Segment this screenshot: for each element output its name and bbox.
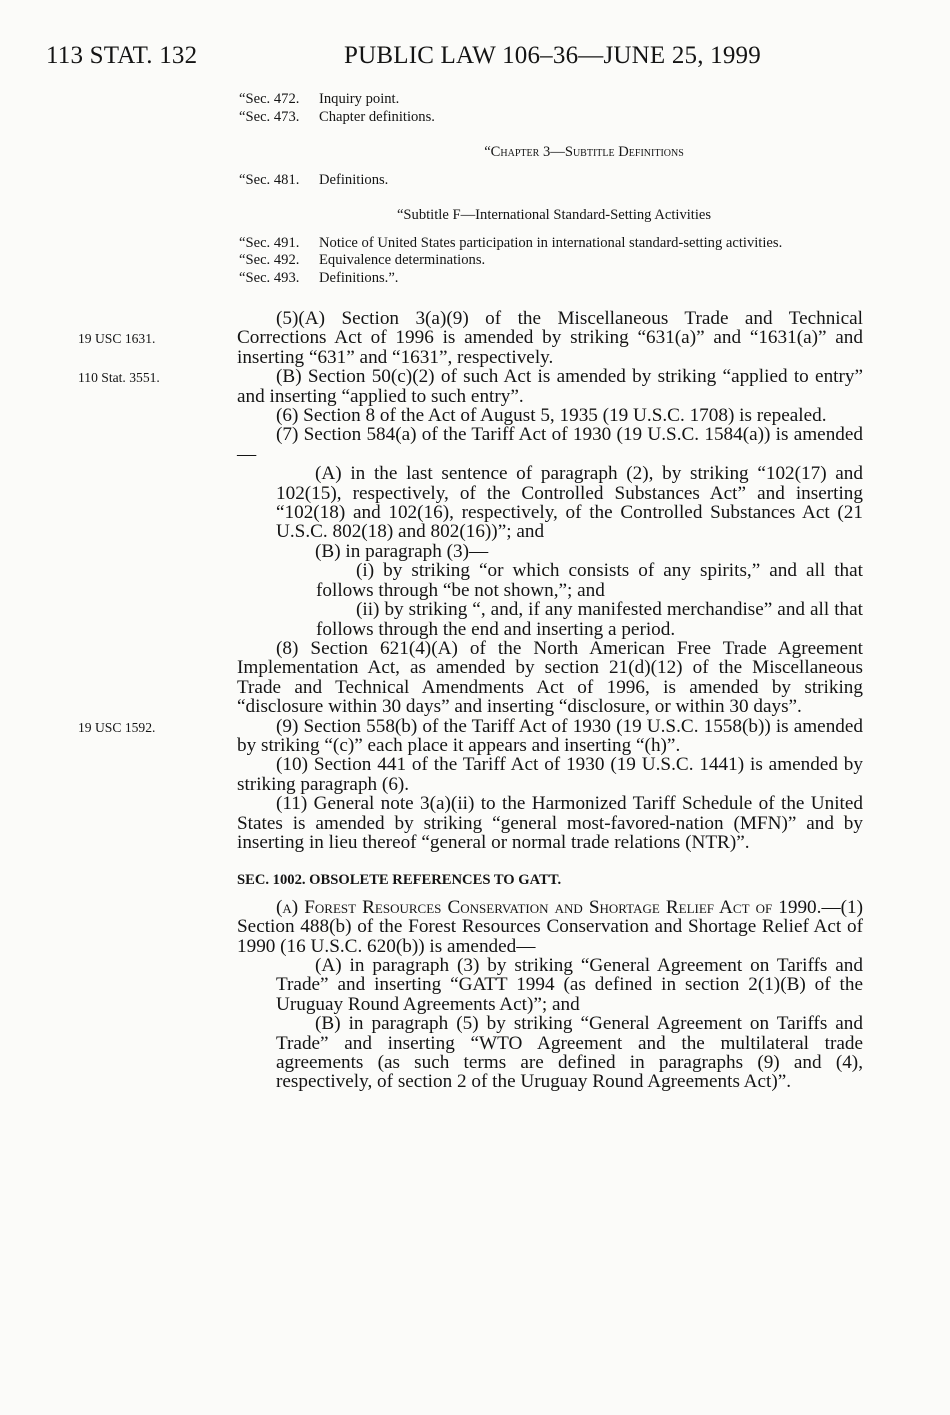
toc-section-title: Notice of United States participation in international standard-setting activities.: [319, 234, 783, 251]
toc-section-number: “Sec. 481.: [239, 171, 300, 188]
toc-section-number: “Sec. 493.: [239, 269, 300, 286]
subsection-a-text: —(1) Section 488(b) of the Forest Resources Conservation and Shortage Relief Act of 1990 (16 U.S.C. 620(b)) is amended—: [237, 896, 863, 957]
clause-7b-i: (i) by striking “or which consists of any spirits,” and all that follows through “be not shown,”; and: [316, 560, 863, 601]
paragraph-9: (9) Section 558(b) of the Tariff Act of 1930 (19 U.S.C. 1558(b)) is amended by striking “(c)” each place it appears and inserting “(h)”.: [237, 715, 863, 756]
paragraph-7: (7) Section 584(a) of the Tariff Act of 1930 (19 U.S.C. 1584(a)) is amended—: [237, 424, 863, 465]
subparagraph-a-a: (A) in paragraph (3) by striking “General Agreement on Tariffs and Trade” and inserting “GATT 1994 (as defined in section 2(1)(B) of the Uruguay Round Agreements Act)”; and: [276, 955, 863, 1015]
paragraph-6: (6) Section 8 of the Act of August 5, 1935 (19 U.S.C. 1708) is repealed.: [276, 405, 827, 427]
statute-page-reference: 113 STAT. 132: [46, 42, 198, 69]
toc-section-title: Equivalence determinations.: [319, 252, 486, 268]
toc-chapter-heading: “Chapter 3—Subtitle Definitions: [484, 144, 684, 160]
toc-entry: [239, 109, 869, 127]
toc-section-title: Definitions.”.: [319, 269, 399, 286]
page-header: [46, 42, 910, 72]
subparagraph-a-b: (B) in paragraph (5) by striking “General Agreement on Tariffs and Trade” and inserting “WTO Agreement and the multilateral trade agreements (as such terms are defined in paragraphs (9) and (4), respectively, of section 2 of the Uruguay Round Agreements Act)”.: [276, 1013, 863, 1093]
margin-note-usc-1592: 19 USC 1592.: [78, 720, 156, 735]
law-title: PUBLIC LAW 106–36—JUNE 25, 1999: [344, 42, 761, 69]
paragraph-7b: (B) in paragraph (3)—: [315, 540, 489, 562]
paragraph-7a: (A) in the last sentence of paragraph (2), by striking “102(17) and 102(15), respectively, of the Controlled Substances Act” and inserting “102(18) and 102(16), respectively, of the Controlled Substances Act (21 U.S.C. 802(18) and 802(16))”; and: [276, 463, 863, 543]
paragraph-5b: (B) Section 50(c)(2) of such Act is amended by striking “applied to entry” and inserting “applied to such entry”.: [237, 366, 863, 407]
toc-entry: [239, 270, 869, 288]
toc-entry: [239, 91, 869, 109]
clause-7b-ii: (ii) by striking “, and, if any manifested merchandise” and all that follows through the end and inserting a period.: [316, 599, 863, 640]
toc-section-title: Chapter definitions.: [319, 108, 435, 125]
paragraph-8: (8) Section 621(4)(A) of the North American Free Trade Agreement Implementation Act, as amended by section 21(d)(12) of the Miscellaneous Trade and Technical Amendments Act of 1996, is amended by striking “disclosure within 30 days” and inserting “disclosure, or within 30 days”.: [237, 637, 863, 718]
toc-section-number: “Sec. 491.: [239, 234, 300, 251]
margin-note-stat-3551: 110 Stat. 3551.: [78, 370, 160, 385]
toc-entry: [239, 252, 869, 270]
toc-section-number: “Sec. 473.: [239, 108, 300, 125]
toc-entry: [239, 235, 869, 253]
statute-body: [237, 309, 863, 1092]
subsection-a: [237, 898, 863, 956]
margin-note-usc-1631: 19 USC 1631.: [78, 331, 156, 346]
toc-subtitle-heading: “Subtitle F—International Standard-Setting Activities: [396, 207, 712, 223]
toc-entry: [239, 172, 869, 190]
paragraph-11: (11) General note 3(a)(ii) to the Harmonized Tariff Schedule of the United States is amended by striking “general most-favored-nation (MFN)” and by inserting in lieu thereof “general or normal trade relations (NTR)”.: [237, 793, 863, 853]
subsection-a-heading: (a) Forest Resources Conservation and Shortage Relief Act of 1990.: [276, 896, 822, 918]
toc-section-title: Inquiry point.: [319, 91, 400, 107]
toc-section-title: Definitions.: [319, 171, 389, 188]
paragraph-10: (10) Section 441 of the Tariff Act of 1930 (19 U.S.C. 1441) is amended by striking paragraph (6).: [237, 754, 863, 795]
toc-section-number: “Sec. 492.: [239, 252, 300, 268]
toc-section-number: “Sec. 472.: [239, 91, 300, 107]
paragraph-5a: (5)(A) Section 3(a)(9) of the Miscellaneous Trade and Technical Corrections Act of 1996 is amended by striking “631(a)” and “1631(a)” and inserting “631” and “1631”, respectively.: [237, 308, 863, 368]
section-1002-heading: SEC. 1002. OBSOLETE REFERENCES TO GATT.: [237, 872, 562, 889]
table-of-contents: [239, 91, 869, 287]
